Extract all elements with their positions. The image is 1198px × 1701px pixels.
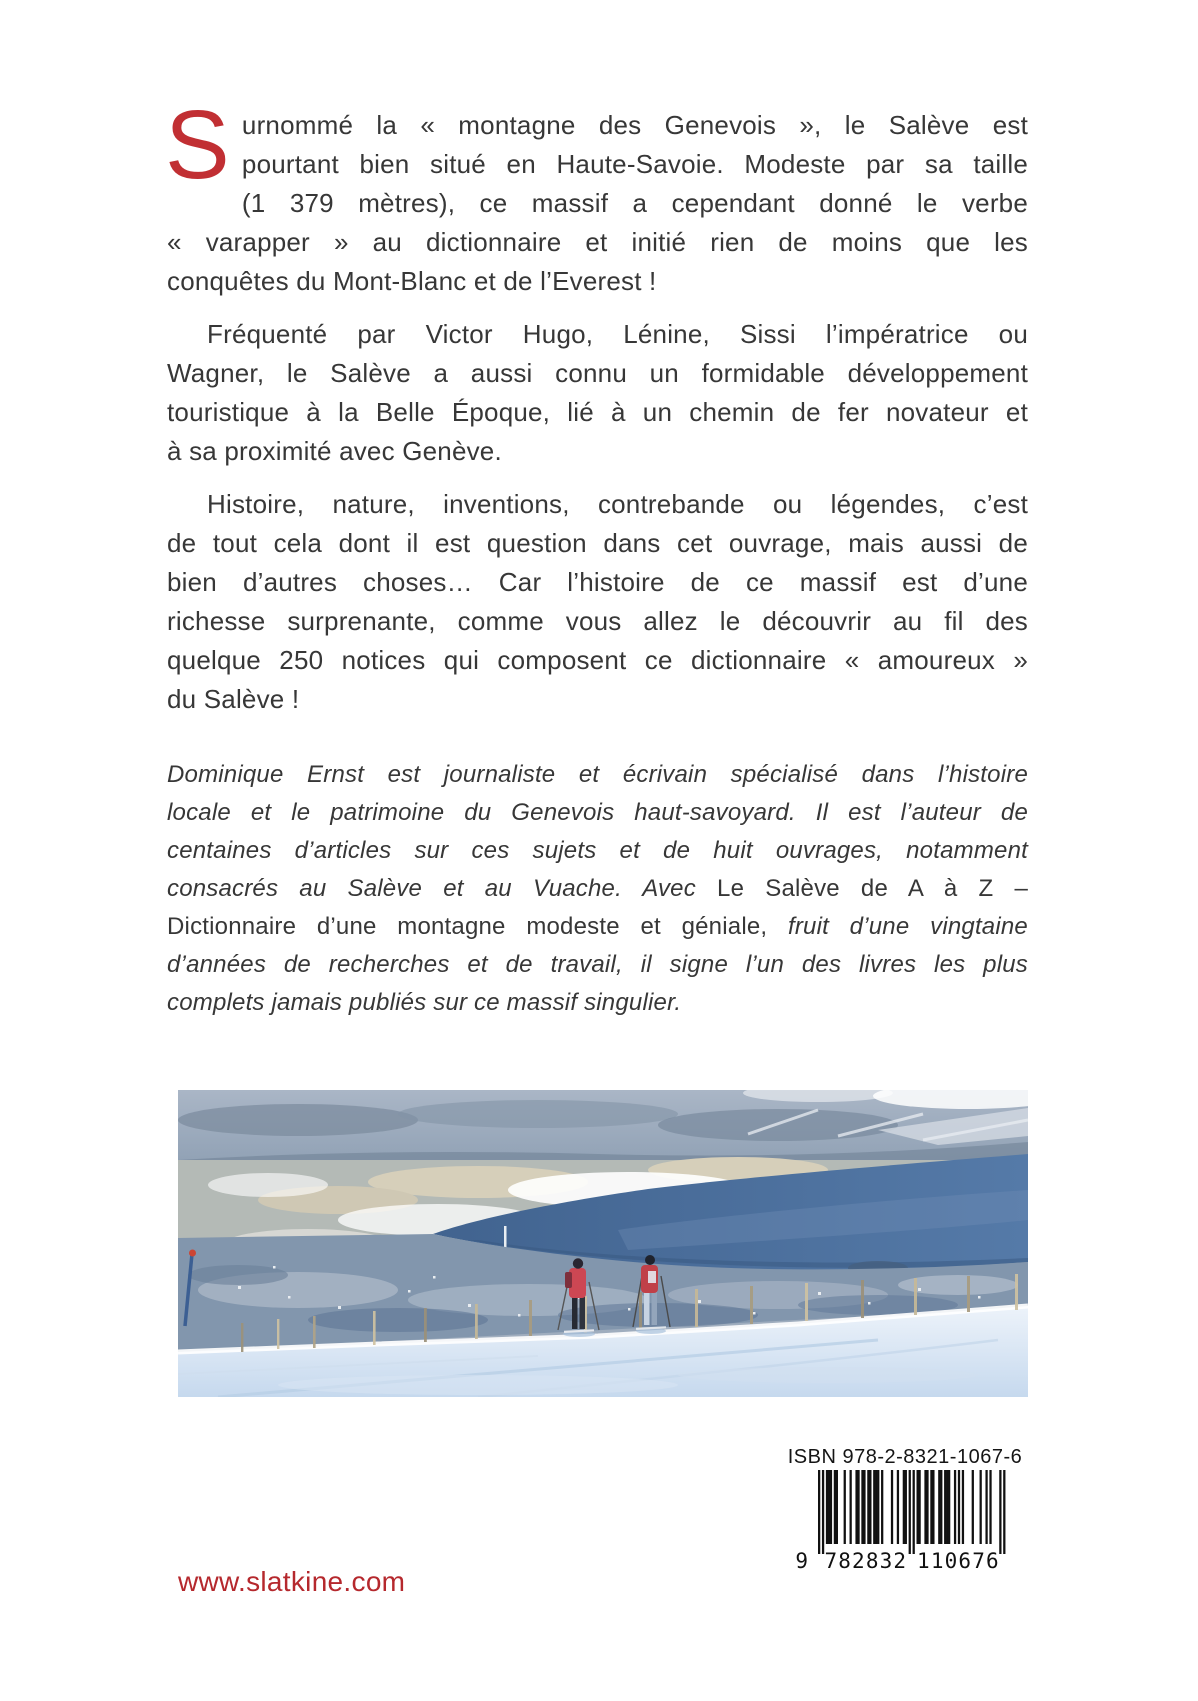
text-line: de tout cela dont il est question dans cet ouvrage, mais aussi de: [167, 528, 1028, 558]
book-title-run: Le Salève de A à Z –: [717, 875, 1028, 902]
synopsis-paragraph-1-lines: [165, 90, 1028, 301]
svg-text:0: 0: [944, 1549, 958, 1573]
text-line: [167, 870, 1028, 908]
text-line: bien d’autres choses… Car l’histoire de ce massif est d’une: [167, 567, 1028, 597]
text-line: [167, 794, 1028, 832]
bio-italic-run: fruit d’une vingtaine: [767, 913, 1028, 940]
bio-italic-run: d’années de recherches et de travail, il signe l’un des livres les plus: [167, 951, 1028, 978]
dropcap-letter: S: [165, 90, 230, 199]
svg-text:7: 7: [824, 1549, 838, 1573]
publisher-website-link: www.slatkine.com: [178, 1566, 406, 1597]
text-line: [167, 832, 1028, 870]
svg-text:2: 2: [893, 1549, 907, 1573]
svg-text:8: 8: [865, 1549, 879, 1573]
text-line: Histoire, nature, inventions, contrebande ou légendes, c’est: [207, 489, 1028, 519]
text-line: richesse surprenante, comme vous allez le découvrir au fil des: [167, 606, 1028, 636]
synopsis-paragraph-3: [167, 485, 1028, 719]
text-line: pourtant bien situé en Haute-Savoie. Modeste par sa taille: [241, 149, 1028, 179]
author-bio: [167, 756, 1028, 1022]
text-line: quelque 250 notices qui composent ce dictionnaire « amoureux »: [167, 645, 1028, 675]
bio-italic-run: centaines d’articles sur ces sujets et de huit ouvrages, notamment: [167, 837, 1028, 864]
text-line: [167, 756, 1028, 794]
text-line: à sa proximité avec Genève.: [167, 436, 502, 466]
text-line: [167, 946, 1028, 984]
text-line: Fréquenté par Victor Hugo, Lénine, Sissi l’impératrice ou: [207, 319, 1028, 349]
jet-deau: [504, 1226, 507, 1250]
cover-photo: [178, 1090, 1028, 1397]
text-line: (1 379 mètres), ce massif a cependant donné le verbe: [241, 188, 1028, 218]
isbn-label: ISBN 978-2-8321-1067-6: [787, 1446, 1023, 1468]
text-line: [167, 908, 1028, 946]
ean13-barcode: [781, 1470, 1029, 1574]
book-title-run: Dictionnaire d’une montagne modeste et géniale,: [167, 913, 768, 940]
cover-photo-illustration: [178, 1090, 1028, 1397]
text-line: touristique à la Belle Époque, lié à un chemin de fer novateur et: [167, 397, 1028, 427]
text-line: « varapper » au dictionnaire et initié rien de moins que les: [167, 227, 1028, 257]
synopsis-paragraph-1: [165, 90, 1028, 301]
svg-text:1: 1: [917, 1549, 930, 1573]
bio-italic-run: locale et le patrimoine du Genevois haut-savoyard. Il est l’auteur de: [167, 799, 1028, 826]
bio-italic-run: complets jamais publiés sur ce massif singulier.: [167, 989, 682, 1016]
svg-text:6: 6: [958, 1549, 972, 1573]
svg-text:3: 3: [879, 1549, 893, 1573]
text-line: [167, 984, 1028, 1022]
text-line: Wagner, le Salève a aussi connu un formidable développement: [167, 358, 1028, 388]
mountain-band: [178, 1090, 1028, 1168]
svg-text:8: 8: [838, 1549, 851, 1573]
isbn-barcode-block: [781, 1444, 1029, 1579]
bio-italic-run: Dominique Ernst est journaliste et écrivain spécialisé dans l’histoire: [167, 761, 1028, 788]
text-line: conquêtes du Mont-Blanc et de l’Everest !: [167, 266, 657, 296]
synopsis-paragraph-2: [167, 315, 1028, 471]
bio-italic-run: consacrés au Salève et au Vuache. Avec: [167, 875, 718, 902]
svg-text:7: 7: [972, 1549, 985, 1573]
text-line: du Salève !: [167, 684, 300, 714]
svg-text:9: 9: [795, 1549, 808, 1573]
svg-text:2: 2: [852, 1549, 865, 1573]
synopsis: [165, 90, 1028, 733]
svg-text:6: 6: [986, 1549, 999, 1573]
text-line: urnommé la « montagne des Genevois », le Salève est: [241, 110, 1028, 140]
svg-text:1: 1: [930, 1549, 944, 1573]
